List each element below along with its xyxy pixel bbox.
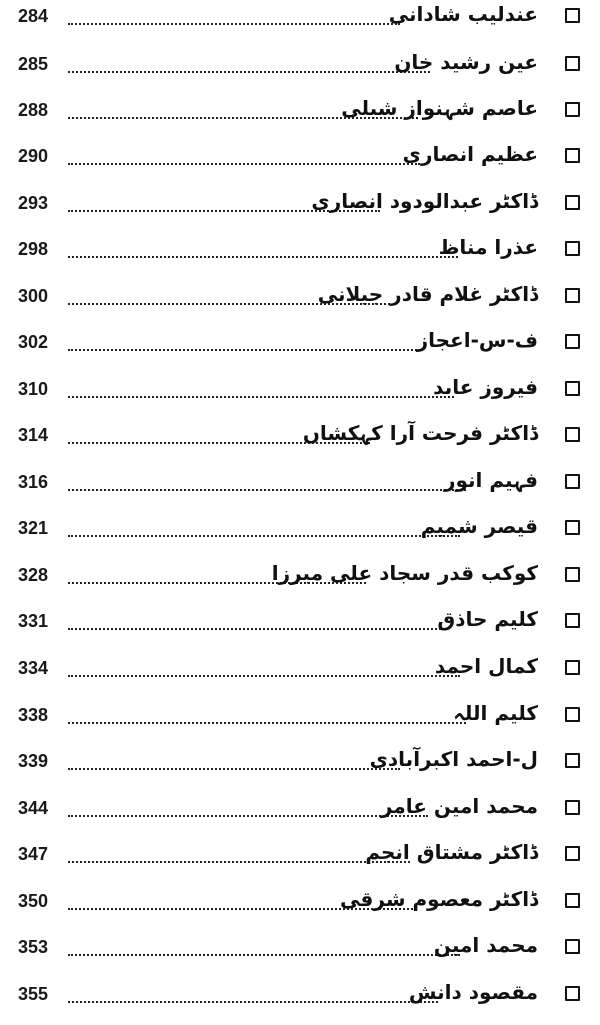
dot-leader — [68, 815, 428, 817]
checkbox-icon — [565, 427, 580, 442]
checkbox-icon — [565, 288, 580, 303]
dot-leader — [68, 861, 410, 863]
page-number: 302 — [18, 332, 49, 352]
entry-name: کلیم اللہ — [453, 701, 538, 725]
entry-name: محمد امین عامر — [380, 794, 538, 818]
entry-name: محمد امین — [433, 933, 538, 957]
toc-row — [0, 695, 600, 741]
page-number: 290 — [18, 146, 49, 166]
page-number: 344 — [18, 798, 49, 818]
dot-leader — [68, 163, 420, 165]
entry-name: ف-س-اعجاز — [416, 328, 538, 352]
checkbox-icon — [565, 893, 580, 908]
entry-name: مقصود دانش — [408, 980, 538, 1004]
toc-row — [0, 229, 600, 275]
toc-row — [0, 555, 600, 601]
dot-leader — [68, 722, 466, 724]
entry-name: ڈاکٹر فرحت آرا کہکشاں — [302, 421, 538, 445]
entry-name: عاصم شہنواز شبلی — [341, 96, 538, 120]
toc-row — [0, 834, 600, 880]
checkbox-icon — [565, 753, 580, 768]
toc-row — [0, 508, 600, 554]
toc-row — [0, 44, 600, 90]
page-number: 331 — [18, 611, 49, 631]
checkbox-icon — [565, 195, 580, 210]
toc-row — [0, 462, 600, 508]
dot-leader — [68, 628, 448, 630]
toc-row — [0, 648, 600, 694]
entry-name: ڈاکٹر غلام قادر جیلانی — [317, 282, 538, 306]
checkbox-icon — [565, 102, 580, 117]
entry-name: عذرا مناظ — [438, 235, 538, 259]
toc-row — [0, 322, 600, 368]
dot-leader — [68, 768, 400, 770]
checkbox-icon — [565, 381, 580, 396]
page-number: 338 — [18, 705, 49, 725]
checkbox-icon — [565, 939, 580, 954]
entry-name: عظیم انصاری — [402, 142, 538, 166]
page-number: 298 — [18, 239, 49, 259]
page-number: 284 — [18, 6, 49, 26]
page-number: 328 — [18, 565, 49, 585]
checkbox-icon — [565, 334, 580, 349]
toc-row — [0, 0, 600, 42]
dot-leader — [68, 71, 430, 73]
checkbox-icon — [565, 474, 580, 489]
entry-name: فہیم انور — [443, 468, 538, 492]
checkbox-icon — [565, 800, 580, 815]
page-number: 316 — [18, 472, 49, 492]
dot-leader — [68, 396, 454, 398]
checkbox-icon — [565, 613, 580, 628]
checkbox-icon — [565, 241, 580, 256]
entry-name: کلیم حاذق — [437, 607, 538, 631]
entry-name: ڈاکٹر معصوم شرقی — [340, 887, 538, 911]
page-number: 300 — [18, 286, 49, 306]
checkbox-icon — [565, 660, 580, 675]
entry-name: عندلیب شادانی — [388, 2, 538, 26]
entry-name: ڈاکٹر مشتاق انجم — [365, 840, 538, 864]
page-number: 355 — [18, 984, 49, 1004]
page-number: 285 — [18, 54, 49, 74]
page-number: 314 — [18, 425, 49, 445]
page-number: 288 — [18, 100, 49, 120]
toc-row — [0, 90, 600, 136]
toc-row — [0, 881, 600, 927]
toc-row — [0, 183, 600, 229]
checkbox-icon — [565, 56, 580, 71]
entry-name: عین رشید خان — [394, 50, 538, 74]
page-number: 293 — [18, 193, 49, 213]
checkbox-icon — [565, 520, 580, 535]
checkbox-icon — [565, 846, 580, 861]
dot-leader — [68, 1001, 438, 1003]
toc-row — [0, 974, 600, 1020]
page-number: 353 — [18, 937, 49, 957]
dot-leader — [68, 256, 458, 258]
checkbox-icon — [565, 567, 580, 582]
toc-row — [0, 369, 600, 415]
toc-row — [0, 741, 600, 787]
page-number: 347 — [18, 844, 49, 864]
dot-leader — [68, 489, 466, 491]
entry-name: فیروز عابد — [433, 375, 538, 399]
dot-leader — [68, 675, 460, 677]
entry-name: کمال احمد — [434, 654, 538, 678]
page-number: 310 — [18, 379, 49, 399]
page-number: 339 — [18, 751, 49, 771]
toc-row — [0, 601, 600, 647]
toc-row — [0, 788, 600, 834]
checkbox-icon — [565, 8, 580, 23]
dot-leader — [68, 23, 400, 25]
toc-row — [0, 136, 600, 182]
checkbox-icon — [565, 707, 580, 722]
entry-name: ڈاکٹر عبدالودود انصاری — [311, 189, 538, 213]
dot-leader — [68, 535, 460, 537]
page-number: 321 — [18, 518, 49, 538]
entry-name: ل-احمد اکبرآبادی — [369, 747, 538, 771]
entry-name: کوکب قدر سجاد علی میرزا — [271, 561, 538, 585]
dot-leader — [68, 954, 460, 956]
dot-leader — [68, 349, 420, 351]
toc-row — [0, 276, 600, 322]
checkbox-icon — [565, 986, 580, 1001]
checkbox-icon — [565, 148, 580, 163]
page-number: 334 — [18, 658, 49, 678]
toc-row — [0, 927, 600, 973]
page-number: 350 — [18, 891, 49, 911]
toc-row — [0, 415, 600, 461]
entry-name: قیصر شمیم — [420, 514, 538, 538]
